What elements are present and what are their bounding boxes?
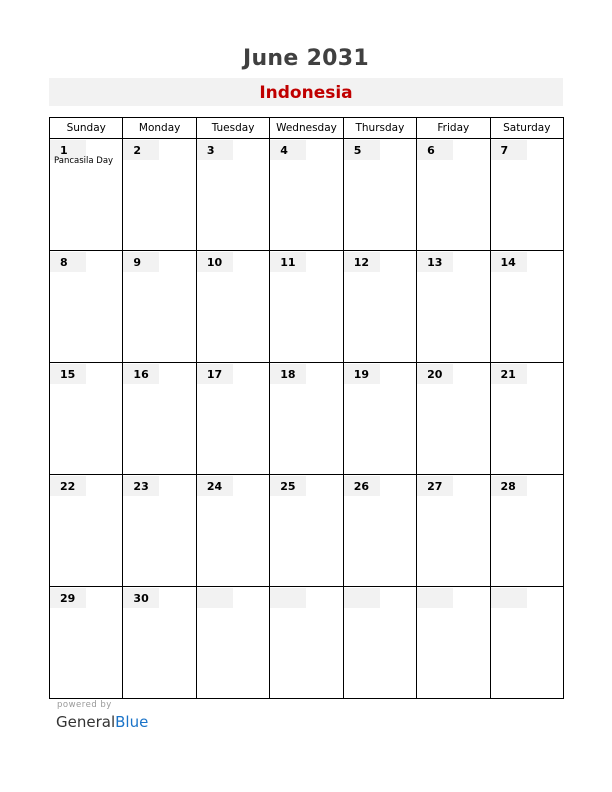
holiday-label: Pancasila Day [54, 156, 114, 166]
day-number: 1 [50, 140, 86, 160]
day-number: 10 [197, 252, 233, 272]
day-cell [490, 251, 563, 363]
day-number: 29 [50, 588, 86, 608]
day-cell [270, 251, 343, 363]
day-number: 17 [197, 364, 233, 384]
day-number: 20 [417, 364, 453, 384]
week-row-3 [50, 363, 564, 475]
day-cell-empty [196, 587, 269, 699]
day-number: 18 [270, 364, 306, 384]
day-cell [123, 363, 196, 475]
day-number: 12 [344, 252, 380, 272]
day-cell-empty [490, 587, 563, 699]
week-row-5 [50, 587, 564, 699]
day-cell [123, 587, 196, 699]
day-number: 2 [123, 140, 159, 160]
day-cell [123, 139, 196, 251]
weekday-wednesday: Wednesday [270, 118, 343, 139]
day-cell [50, 139, 123, 251]
weekday-monday: Monday [123, 118, 196, 139]
day-number: 6 [417, 140, 453, 160]
weekday-saturday: Saturday [490, 118, 563, 139]
day-cell [50, 251, 123, 363]
footer-branding [56, 700, 216, 736]
day-cell [196, 139, 269, 251]
day-number: 19 [344, 364, 380, 384]
calendar-grid [49, 117, 564, 699]
day-number: 3 [197, 140, 233, 160]
brand-name-blue: Blue [115, 713, 149, 731]
day-number: 22 [50, 476, 86, 496]
day-number: 27 [417, 476, 453, 496]
day-number: 21 [491, 364, 527, 384]
day-number: 26 [344, 476, 380, 496]
day-cell [123, 475, 196, 587]
day-number: 8 [50, 252, 86, 272]
day-cell [490, 139, 563, 251]
day-cell [490, 363, 563, 475]
day-number: 11 [270, 252, 306, 272]
day-cell [343, 139, 416, 251]
day-cell [196, 251, 269, 363]
weekday-sunday: Sunday [50, 118, 123, 139]
day-cell-empty [417, 587, 490, 699]
weekday-header-row [50, 118, 564, 139]
day-number: 13 [417, 252, 453, 272]
day-number-empty [197, 588, 233, 608]
day-cell [270, 363, 343, 475]
powered-by-text: powered by [57, 700, 112, 710]
day-number: 28 [491, 476, 527, 496]
weekday-thursday: Thursday [343, 118, 416, 139]
day-number: 5 [344, 140, 380, 160]
brand-name-general: General [56, 713, 116, 731]
day-cell-empty [343, 587, 416, 699]
day-cell [270, 475, 343, 587]
week-row-2 [50, 251, 564, 363]
page-title: June 2031 [242, 46, 370, 71]
day-number: 15 [50, 364, 86, 384]
day-number: 23 [123, 476, 159, 496]
day-cell [196, 363, 269, 475]
day-cell [270, 139, 343, 251]
day-cell [490, 475, 563, 587]
day-cell [417, 363, 490, 475]
day-cell [50, 475, 123, 587]
weekday-tuesday: Tuesday [196, 118, 269, 139]
day-cell [417, 475, 490, 587]
day-number-empty [270, 588, 306, 608]
day-number: 9 [123, 252, 159, 272]
day-cell [123, 251, 196, 363]
day-number-empty [344, 588, 380, 608]
day-cell [50, 587, 123, 699]
weekday-friday: Friday [417, 118, 490, 139]
day-number: 25 [270, 476, 306, 496]
day-cell [417, 251, 490, 363]
week-row-1 [50, 139, 564, 251]
day-number: 16 [123, 364, 159, 384]
day-cell [343, 251, 416, 363]
day-number-empty [417, 588, 453, 608]
day-cell [343, 475, 416, 587]
day-cell [196, 475, 269, 587]
day-number: 30 [123, 588, 159, 608]
week-row-4 [50, 475, 564, 587]
day-number: 7 [491, 140, 527, 160]
day-number: 14 [491, 252, 527, 272]
day-number-empty [491, 588, 527, 608]
day-cell-empty [270, 587, 343, 699]
day-number: 24 [197, 476, 233, 496]
day-cell [343, 363, 416, 475]
country-banner: Indonesia [49, 78, 563, 106]
day-cell [50, 363, 123, 475]
brand-logo[interactable] [56, 713, 148, 731]
day-cell [417, 139, 490, 251]
day-number: 4 [270, 140, 306, 160]
